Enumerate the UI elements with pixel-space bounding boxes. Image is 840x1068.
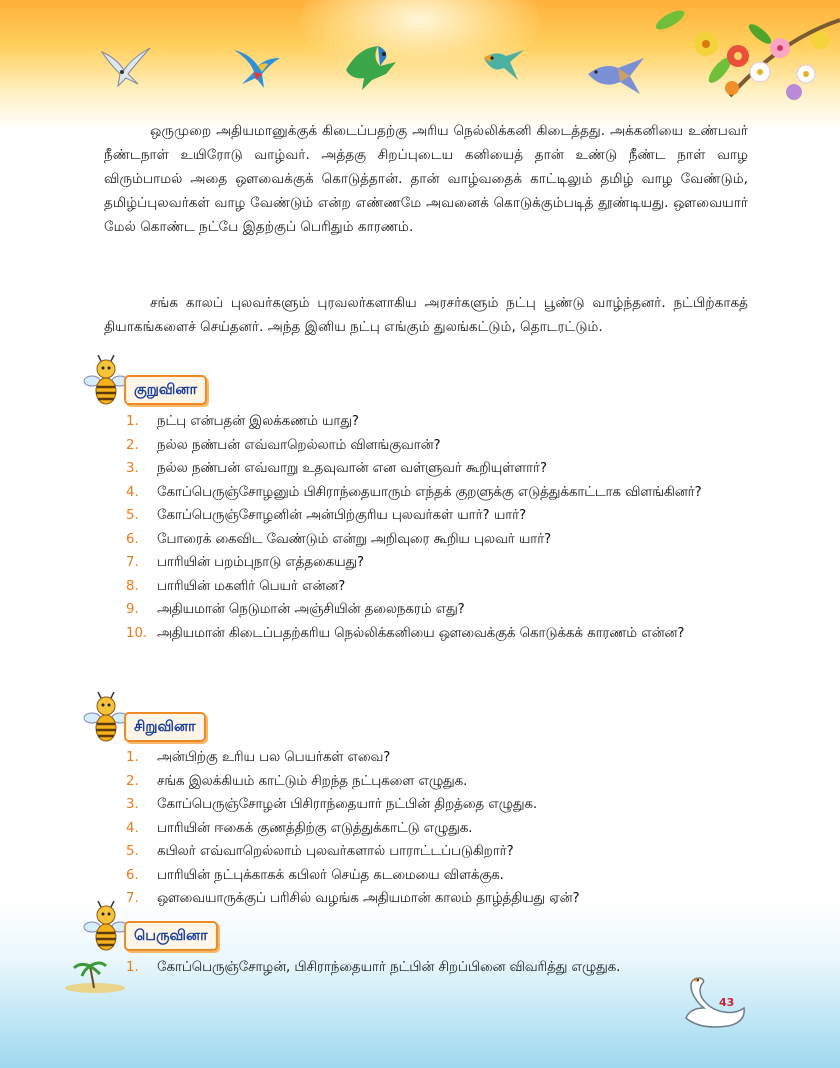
- question-item: 4. கோப்பெருஞ்சோழனும் பிசிராந்தையாரும் எந்தக் குறளுக்கு எடுத்துக்காட்டாக விளங்கினர்?: [126, 484, 702, 500]
- question-item: 6. பாரியின் நட்புக்காகக் கபிலர் செய்த கடமையை விளக்குக.: [126, 867, 504, 883]
- question-item: 1. நட்பு என்பதன் இலக்கணம் யாது?: [126, 414, 359, 429]
- siru-vina-question-list: [126, 746, 726, 911]
- green-parrot-icon: [342, 40, 400, 92]
- bee-eater-bird-icon: [478, 44, 528, 86]
- question-item: 2. நல்ல நண்பன் எவ்வாறெல்லாம் விளங்குவான்?: [126, 437, 441, 453]
- paragraph-2: சங்க காலப் புலவர்களும் புரவலர்களாகிய அரசர்களும் நட்பு பூண்டு வாழ்ந்தனர். நட்பிற்காகத் தியாகங்களைச் செய்தனர். அந்த இனிய நட்பு எங்கும் துலங்கட்டும், தொடரட்டும்.: [104, 295, 748, 335]
- bee-icon: [82, 692, 130, 746]
- question-item: 7. ஔவையாருக்குப் பரிசில் வழங்க அதியமான் காலம் தாழ்த்தியது ஏன்?: [126, 891, 580, 906]
- palm-island-icon: [60, 958, 130, 994]
- page-number: 43: [719, 996, 735, 1009]
- section-heading-siru-vina: [82, 708, 252, 750]
- paragraph-1: ஒருமுறை அதியமானுக்குக் கிடைப்பதற்கு அரிய நெல்லிக்கனி கிடைத்தது. அக்கனியை உண்பவர் நீண்டநாள் உயிரோடு வாழ்வர். அத்தகு சிறப்புடைய கனியைத் தான் உண்டு நீண்ட நாள் வாழ விரும்பாமல் அதை ஔவைக்குக் கொடுத்தான். தான் வாழ்வதைக் காட்டிலும் தமிழ் வாழ வேண்டும், தமிழ்ப்புலவர்கள் வாழ வேண்டும் என்ற எண்ணமே அவனைக் கொடுக்கும்படித் தூண்டியது. ஔவையார் மேல் கொண்ட நட்பே இதற்குப் பெரிதும் காரணம்.: [104, 123, 748, 235]
- peru-vina-question-list: [126, 956, 726, 980]
- question-item: 3. கோப்பெருஞ்சோழன் பிசிராந்தையார் நட்பின் திறத்தை எழுதுக.: [126, 797, 538, 812]
- seagull-icon: [98, 44, 154, 90]
- section-label: பெருவினா: [124, 921, 218, 951]
- bee-icon: [82, 901, 130, 955]
- section-heading-kuru-vina: [82, 371, 252, 413]
- question-item: 1. கோப்பெருஞ்சோழன், பிசிராந்தையார் நட்பின் சிறப்பினை விவரித்து எழுதுக.: [126, 960, 621, 975]
- question-item: 3. நல்ல நண்பன் எவ்வாறு உதவுவான் என வள்ளுவர் கூறியுள்ளார்?: [126, 461, 548, 476]
- section-label: சிறுவினா: [124, 712, 206, 742]
- macaw-icon: [228, 44, 284, 90]
- question-item: 4. பாரியின் ஈகைக் குணத்திற்கு எடுத்துக்காட்டு எழுதுக.: [126, 820, 473, 836]
- question-item: 1. அன்பிற்கு உரிய பல பெயர்கள் எவை?: [126, 750, 391, 765]
- section-heading-peru-vina: [82, 917, 252, 959]
- question-item: 2. சங்க இலக்கியம் காட்டும் சிறந்த நட்புகளை எழுதுக.: [126, 773, 468, 789]
- flower-branch-icon: [610, 0, 840, 110]
- bee-icon: [82, 355, 130, 409]
- question-item: 7. பாரியின் பறம்புநாடு எத்தகையது?: [126, 555, 365, 570]
- question-item: 10. அதியமான் கிடைப்பதற்கரிய நெல்லிக்கனியை ஔவைக்குக் கொடுக்கக் காரணம் என்ன?: [126, 625, 685, 641]
- question-item: 5. கோப்பெருஞ்சோழனின் அன்பிற்குரிய புலவர்கள் யார்? யார்?: [126, 508, 527, 523]
- question-item: 5. கபிலர் எவ்வாறெல்லாம் புலவர்களால் பாராட்டப்படுகிறார்?: [126, 844, 514, 859]
- swan-icon: [680, 968, 750, 1034]
- kuru-vina-question-list: [126, 410, 726, 645]
- section-label: குறுவினா: [124, 375, 207, 405]
- question-item: 9. அதியமான் நெடுமான் அஞ்சியின் தலைநகரம் எது?: [126, 602, 465, 617]
- question-item: 6. போரைக் கைவிட வேண்டும் என்று அறிவுரை கூறிய புலவர் யார்?: [126, 531, 552, 547]
- question-item: 8. பாரியின் மகளிர் பெயர் என்ன?: [126, 578, 346, 594]
